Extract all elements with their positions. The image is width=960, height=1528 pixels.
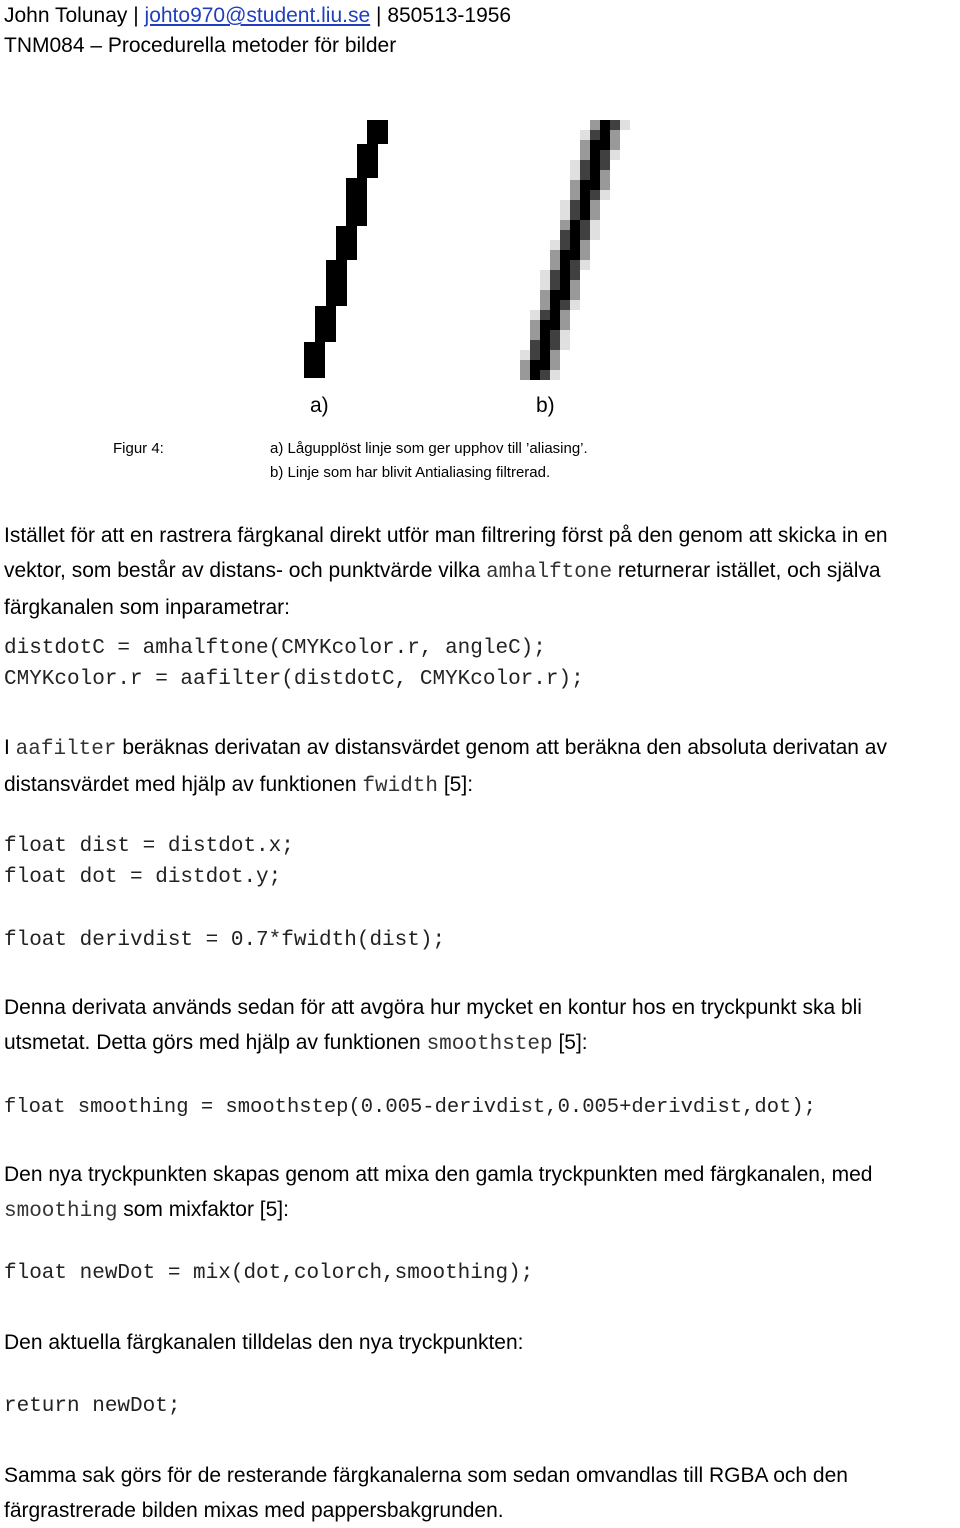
- id-number: 850513-1956: [387, 4, 512, 27]
- antialiased-pixel: [580, 240, 590, 250]
- antialiased-pixel: [570, 280, 580, 290]
- antialiased-pixel: [550, 270, 560, 280]
- paragraph-1-text-end: returnerar istället, och själva färgkanalen som inparametrar:: [4, 559, 881, 619]
- antialiased-pixel: [580, 130, 590, 140]
- antialiased-pixel: [580, 170, 590, 180]
- paragraph-2-text-mid: beräknas derivatan av distansvärdet genom att beräkna den absoluta derivatan av distansvärdet med hjälp av funktionen: [4, 736, 887, 796]
- aliased-pixel-block: [336, 226, 357, 260]
- code-line-4: float dot = distdot.y;: [4, 866, 282, 889]
- code-line-1: distdotC = amhalftone(CMYKcolor.r, angleC);: [4, 637, 546, 660]
- antialiased-pixel: [590, 180, 600, 190]
- antialiased-pixel: [540, 370, 550, 380]
- antialiased-pixel: [600, 180, 610, 190]
- antialiased-pixel: [620, 120, 630, 130]
- antialiased-pixel: [550, 300, 560, 310]
- antialiased-pixel: [590, 160, 600, 170]
- antialiased-pixel: [590, 220, 600, 230]
- antialiased-pixel: [610, 150, 620, 160]
- aliased-pixel-block: [326, 260, 347, 306]
- antialiased-pixel: [550, 260, 560, 270]
- antialiased-pixel: [560, 210, 570, 220]
- antialiased-pixel: [570, 230, 580, 240]
- antialiased-pixel: [570, 250, 580, 260]
- antialiased-pixel: [590, 200, 600, 210]
- course-title: TNM084 – Procedurella metoder för bilder: [4, 34, 397, 57]
- antialiased-pixel: [560, 220, 570, 230]
- header-separator: |: [133, 4, 139, 27]
- antialiased-pixel: [590, 140, 600, 150]
- antialiased-pixel: [530, 360, 540, 370]
- antialiased-pixel: [600, 150, 610, 160]
- paragraph-1-text: Istället för att en rastrera färgkanal direkt utför man filtrering först på den genom att skicka in en vektor, som består av distans- och punktvärde vilka: [4, 524, 888, 582]
- antialiased-pixel: [540, 330, 550, 340]
- antialiased-pixel: [590, 120, 600, 130]
- antialiased-pixel: [580, 210, 590, 220]
- antialiased-pixel: [580, 140, 590, 150]
- antialiased-pixel: [520, 350, 530, 360]
- antialiased-pixel: [590, 150, 600, 160]
- antialiased-pixel: [610, 140, 620, 150]
- antialiased-pixel: [570, 210, 580, 220]
- antialiased-pixel: [520, 360, 530, 370]
- antialiased-pixel: [590, 190, 600, 200]
- figure-caption-a: a) Lågupplöst linje som ger upphov till ’aliasing’.: [270, 440, 588, 457]
- antialiased-pixel: [550, 320, 560, 330]
- antialiased-pixel: [560, 280, 570, 290]
- antialiased-pixel: [550, 360, 560, 370]
- aliased-pixel-block: [357, 144, 378, 178]
- antialiased-pixel: [540, 310, 550, 320]
- code-line-5: float derivdist = 0.7*fwidth(dist);: [4, 929, 446, 952]
- antialiased-pixel: [530, 320, 540, 330]
- aliased-pixel-block: [346, 178, 367, 226]
- antialiased-pixel: [560, 290, 570, 300]
- antialiased-pixel: [550, 350, 560, 360]
- antialiased-pixel: [560, 260, 570, 270]
- code-line-8: return newDot;: [4, 1395, 181, 1418]
- antialiased-pixel: [530, 370, 540, 380]
- paragraph-1: [4, 518, 954, 625]
- paragraph-6: Samma sak görs för de resterande färgkanalerna som sedan omvandlas till RGBA och den färgrastrerade bilden mixas med pappersbakgrunden.: [4, 1464, 848, 1522]
- paragraph-4-text-end: som mixfaktor [5]:: [117, 1198, 289, 1221]
- antialiased-pixel: [570, 190, 580, 200]
- code-line-2: CMYKcolor.r = aafilter(distdotC, CMYKcolor.r);: [4, 668, 584, 691]
- antialiased-pixel: [550, 340, 560, 350]
- antialiased-pixel: [540, 350, 550, 360]
- aliased-pixel-block: [315, 306, 336, 342]
- inline-code-fwidth: fwidth: [362, 775, 439, 798]
- antialiased-pixel: [580, 260, 590, 270]
- antialiased-pixel: [550, 250, 560, 260]
- antialiased-pixel: [550, 240, 560, 250]
- antialiased-pixel: [600, 160, 610, 170]
- paragraph-3-text-end: [5]:: [552, 1031, 588, 1054]
- antialiased-pixel: [560, 300, 570, 310]
- antialiased-pixel: [600, 120, 610, 130]
- figure-caption-b: b) Linje som har blivit Antialiasing filtrerad.: [270, 464, 551, 481]
- antialiased-pixel: [570, 240, 580, 250]
- paragraph-2: [4, 730, 954, 804]
- antialiased-pixel: [570, 300, 580, 310]
- code-line-7: float newDot = mix(dot,colorch,smoothing);: [4, 1262, 534, 1285]
- antialiased-pixel: [580, 180, 590, 190]
- antialiased-pixel: [600, 190, 610, 200]
- antialiased-pixel: [570, 260, 580, 270]
- antialiased-pixel: [600, 140, 610, 150]
- antialiased-pixel: [560, 240, 570, 250]
- antialiased-pixel: [600, 130, 610, 140]
- antialiased-pixel: [540, 300, 550, 310]
- paragraph-5: Den aktuella färgkanalen tilldelas den nya tryckpunkten:: [4, 1331, 524, 1354]
- antialiased-pixel: [540, 290, 550, 300]
- inline-code-aafilter: aafilter: [15, 738, 117, 761]
- antialiased-pixel: [570, 290, 580, 300]
- antialiased-pixel: [580, 150, 590, 160]
- antialiased-pixel: [540, 280, 550, 290]
- antialiased-pixel: [570, 270, 580, 280]
- antialiased-pixel: [570, 200, 580, 210]
- antialiased-pixel: [560, 270, 570, 280]
- antialiased-pixel: [610, 120, 620, 130]
- author-email-link[interactable]: johto970@student.liu.se: [144, 4, 371, 27]
- code-line-3: float dist = distdot.x;: [4, 835, 294, 858]
- header-separator: |: [376, 4, 382, 27]
- antialiased-pixel: [590, 130, 600, 140]
- antialiased-pixel: [550, 290, 560, 300]
- antialiased-pixel: [540, 340, 550, 350]
- inline-code-amhalftone: amhalftone: [486, 561, 613, 584]
- antialiased-pixel: [550, 370, 560, 380]
- aliased-pixel-block: [367, 120, 388, 144]
- code-line-6: float smoothing = smoothstep(0.005-derivdist,0.005+derivdist,dot);: [4, 1096, 816, 1119]
- antialiased-pixel: [590, 210, 600, 220]
- aliased-line-figure: [304, 120, 388, 378]
- antialiased-pixel: [580, 190, 590, 200]
- paragraph-2-text-end: [5]:: [438, 773, 474, 796]
- paragraph-4-text: Den nya tryckpunkten skapas genom att mixa den gamla tryckpunkten med färgkanalen, med: [4, 1163, 873, 1186]
- paragraph-2-text: I: [4, 736, 16, 759]
- antialiased-pixel: [560, 230, 570, 240]
- antialiased-pixel: [610, 130, 620, 140]
- aliased-pixel-block: [304, 342, 325, 378]
- antialiased-pixel: [590, 170, 600, 180]
- antialiased-pixel: [580, 230, 590, 240]
- paragraph-3: [4, 990, 954, 1062]
- antialiased-pixel: [560, 200, 570, 210]
- antialiased-pixel: [570, 180, 580, 190]
- antialiased-pixel: [570, 220, 580, 230]
- antialiased-pixel: [540, 360, 550, 370]
- antialiased-pixel: [530, 330, 540, 340]
- figure-caption-label: Figur 4:: [113, 440, 164, 457]
- inline-code-smoothing: smoothing: [4, 1200, 118, 1223]
- inline-code-smoothstep: smoothstep: [426, 1033, 553, 1056]
- figure-label-a: a): [310, 394, 329, 417]
- antialiased-pixel: [560, 250, 570, 260]
- antialiased-pixel: [560, 330, 570, 340]
- antialiased-pixel: [560, 340, 570, 350]
- antialiased-pixel: [550, 280, 560, 290]
- antialiased-pixel: [580, 220, 590, 230]
- antialiased-pixel: [550, 310, 560, 320]
- antialiased-pixel: [540, 320, 550, 330]
- antialiased-pixel: [580, 250, 590, 260]
- antialiased-pixel: [580, 200, 590, 210]
- antialiased-pixel: [540, 270, 550, 280]
- antialiased-pixel: [580, 160, 590, 170]
- figure-4-image: [0, 0, 960, 400]
- antialiased-pixel: [570, 160, 580, 170]
- antialiased-pixel: [550, 330, 560, 340]
- figure-label-b: b): [536, 394, 555, 417]
- antialiased-pixel: [530, 340, 540, 350]
- antialiased-pixel: [560, 320, 570, 330]
- antialiased-pixel: [570, 170, 580, 180]
- antialiased-pixel: [560, 310, 570, 320]
- antialiased-pixel: [590, 230, 600, 240]
- antialiased-pixel: [530, 310, 540, 320]
- antialiased-pixel: [530, 350, 540, 360]
- paragraph-4: [4, 1157, 954, 1229]
- author-name: John Tolunay: [4, 4, 128, 27]
- paragraph-3-text: Denna derivata används sedan för att avgöra hur mycket en kontur hos en tryckpunkt ska bli utsmetat. Detta görs med hjälp av funktionen: [4, 996, 862, 1054]
- antialiased-line-figure: [520, 120, 630, 380]
- antialiased-pixel: [520, 370, 530, 380]
- antialiased-pixel: [600, 170, 610, 180]
